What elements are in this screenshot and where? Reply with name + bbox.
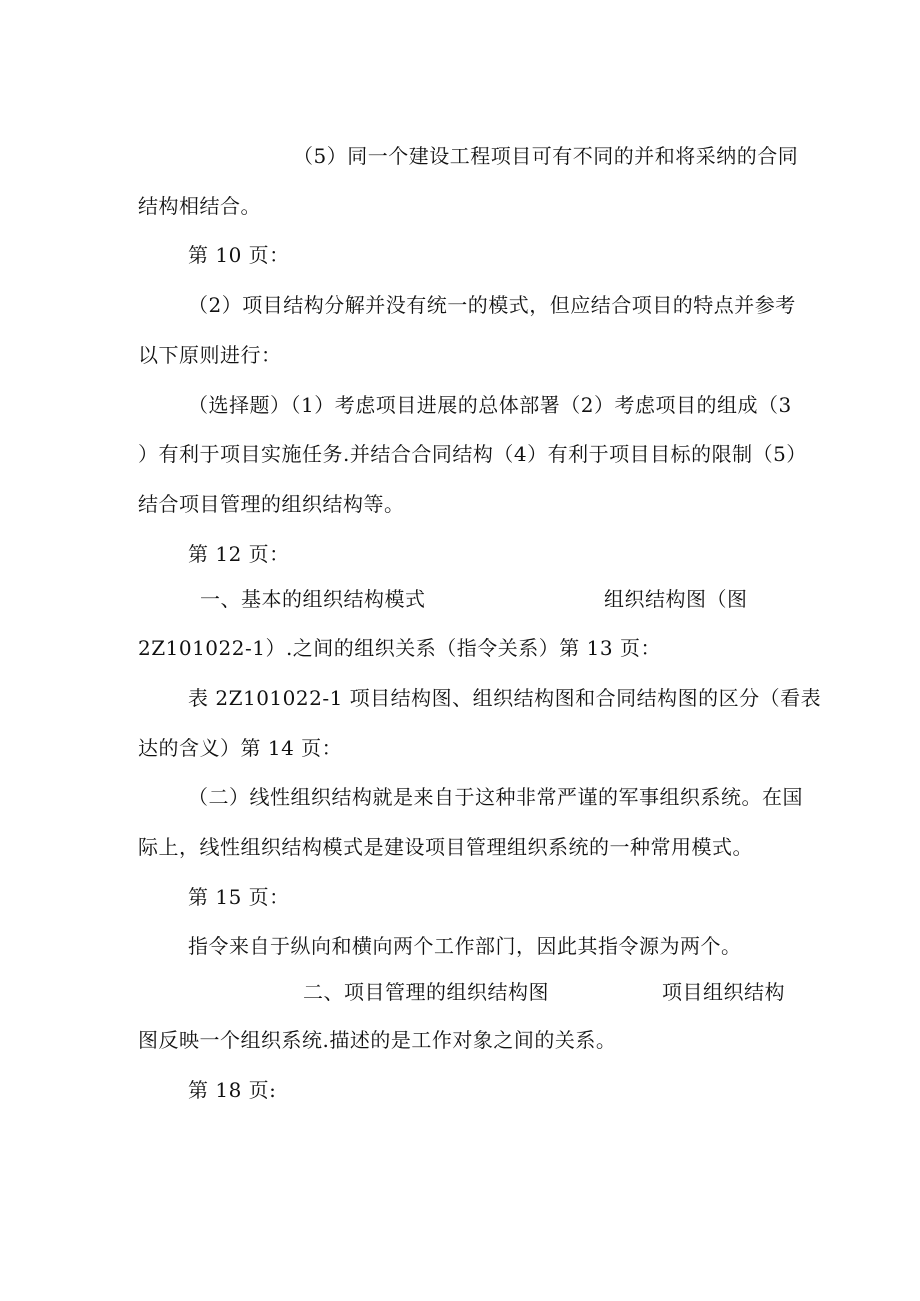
line-text: 表 2Z101022-1 项目结构图、组织结构图和合同结构图的区分（看表 xyxy=(188,686,822,710)
line-text: （5）同一个建设工程项目可有不同的并和将采纳的合同 xyxy=(293,144,799,168)
line-text: 指令来自于纵向和横向两个工作部门，因此其指令源为两个。 xyxy=(188,934,742,958)
line-text: 际上，线性组织结构模式是建设项目管理组织系统的一种常用模式。 xyxy=(138,835,753,859)
section-heading: 二、项目管理的组织结构图 xyxy=(303,980,549,1004)
line-text: （选择题）（1）考虑项目进展的总体部署（2）考虑项目的组成（3 xyxy=(188,393,792,417)
line-text-right: 组织结构图（图 xyxy=(604,587,748,611)
line-text: 结合项目管理的组织结构等。 xyxy=(138,492,405,516)
line-text: 达的含义）第 14 页： xyxy=(138,736,343,760)
line-text-right: 项目组织结构 xyxy=(662,980,785,1004)
page-reference: 第 18 页: xyxy=(188,1078,277,1102)
section-heading: 一、基本的组织结构模式 xyxy=(200,587,426,611)
line-text: 以下原则进行： xyxy=(138,343,282,367)
text-line xyxy=(0,1076,920,1160)
line-text: 图反映一个组织系统.描述的是工作对象之间的关系。 xyxy=(138,1028,617,1052)
line-text: （2）项目结构分解并没有统一的模式，但应结合项目的特点并参考 xyxy=(188,293,796,317)
line-text: 2Z101022-1）.之间的组织关系（指令关系）第 13 页： xyxy=(138,636,661,660)
page-reference: 第 10 页： xyxy=(188,243,290,267)
line-text: ）有利于项目实施任务.并结合合同结构（4）有利于项目目标的限制（5） xyxy=(138,442,807,466)
page-reference: 第 15 页： xyxy=(188,885,290,909)
line-text: 结构相结合。 xyxy=(138,194,261,218)
line-text: （二）线性组织结构就是来自于这种非常严谨的军事组织系统。在国 xyxy=(188,785,803,809)
page-reference: 第 12 页： xyxy=(188,542,290,566)
